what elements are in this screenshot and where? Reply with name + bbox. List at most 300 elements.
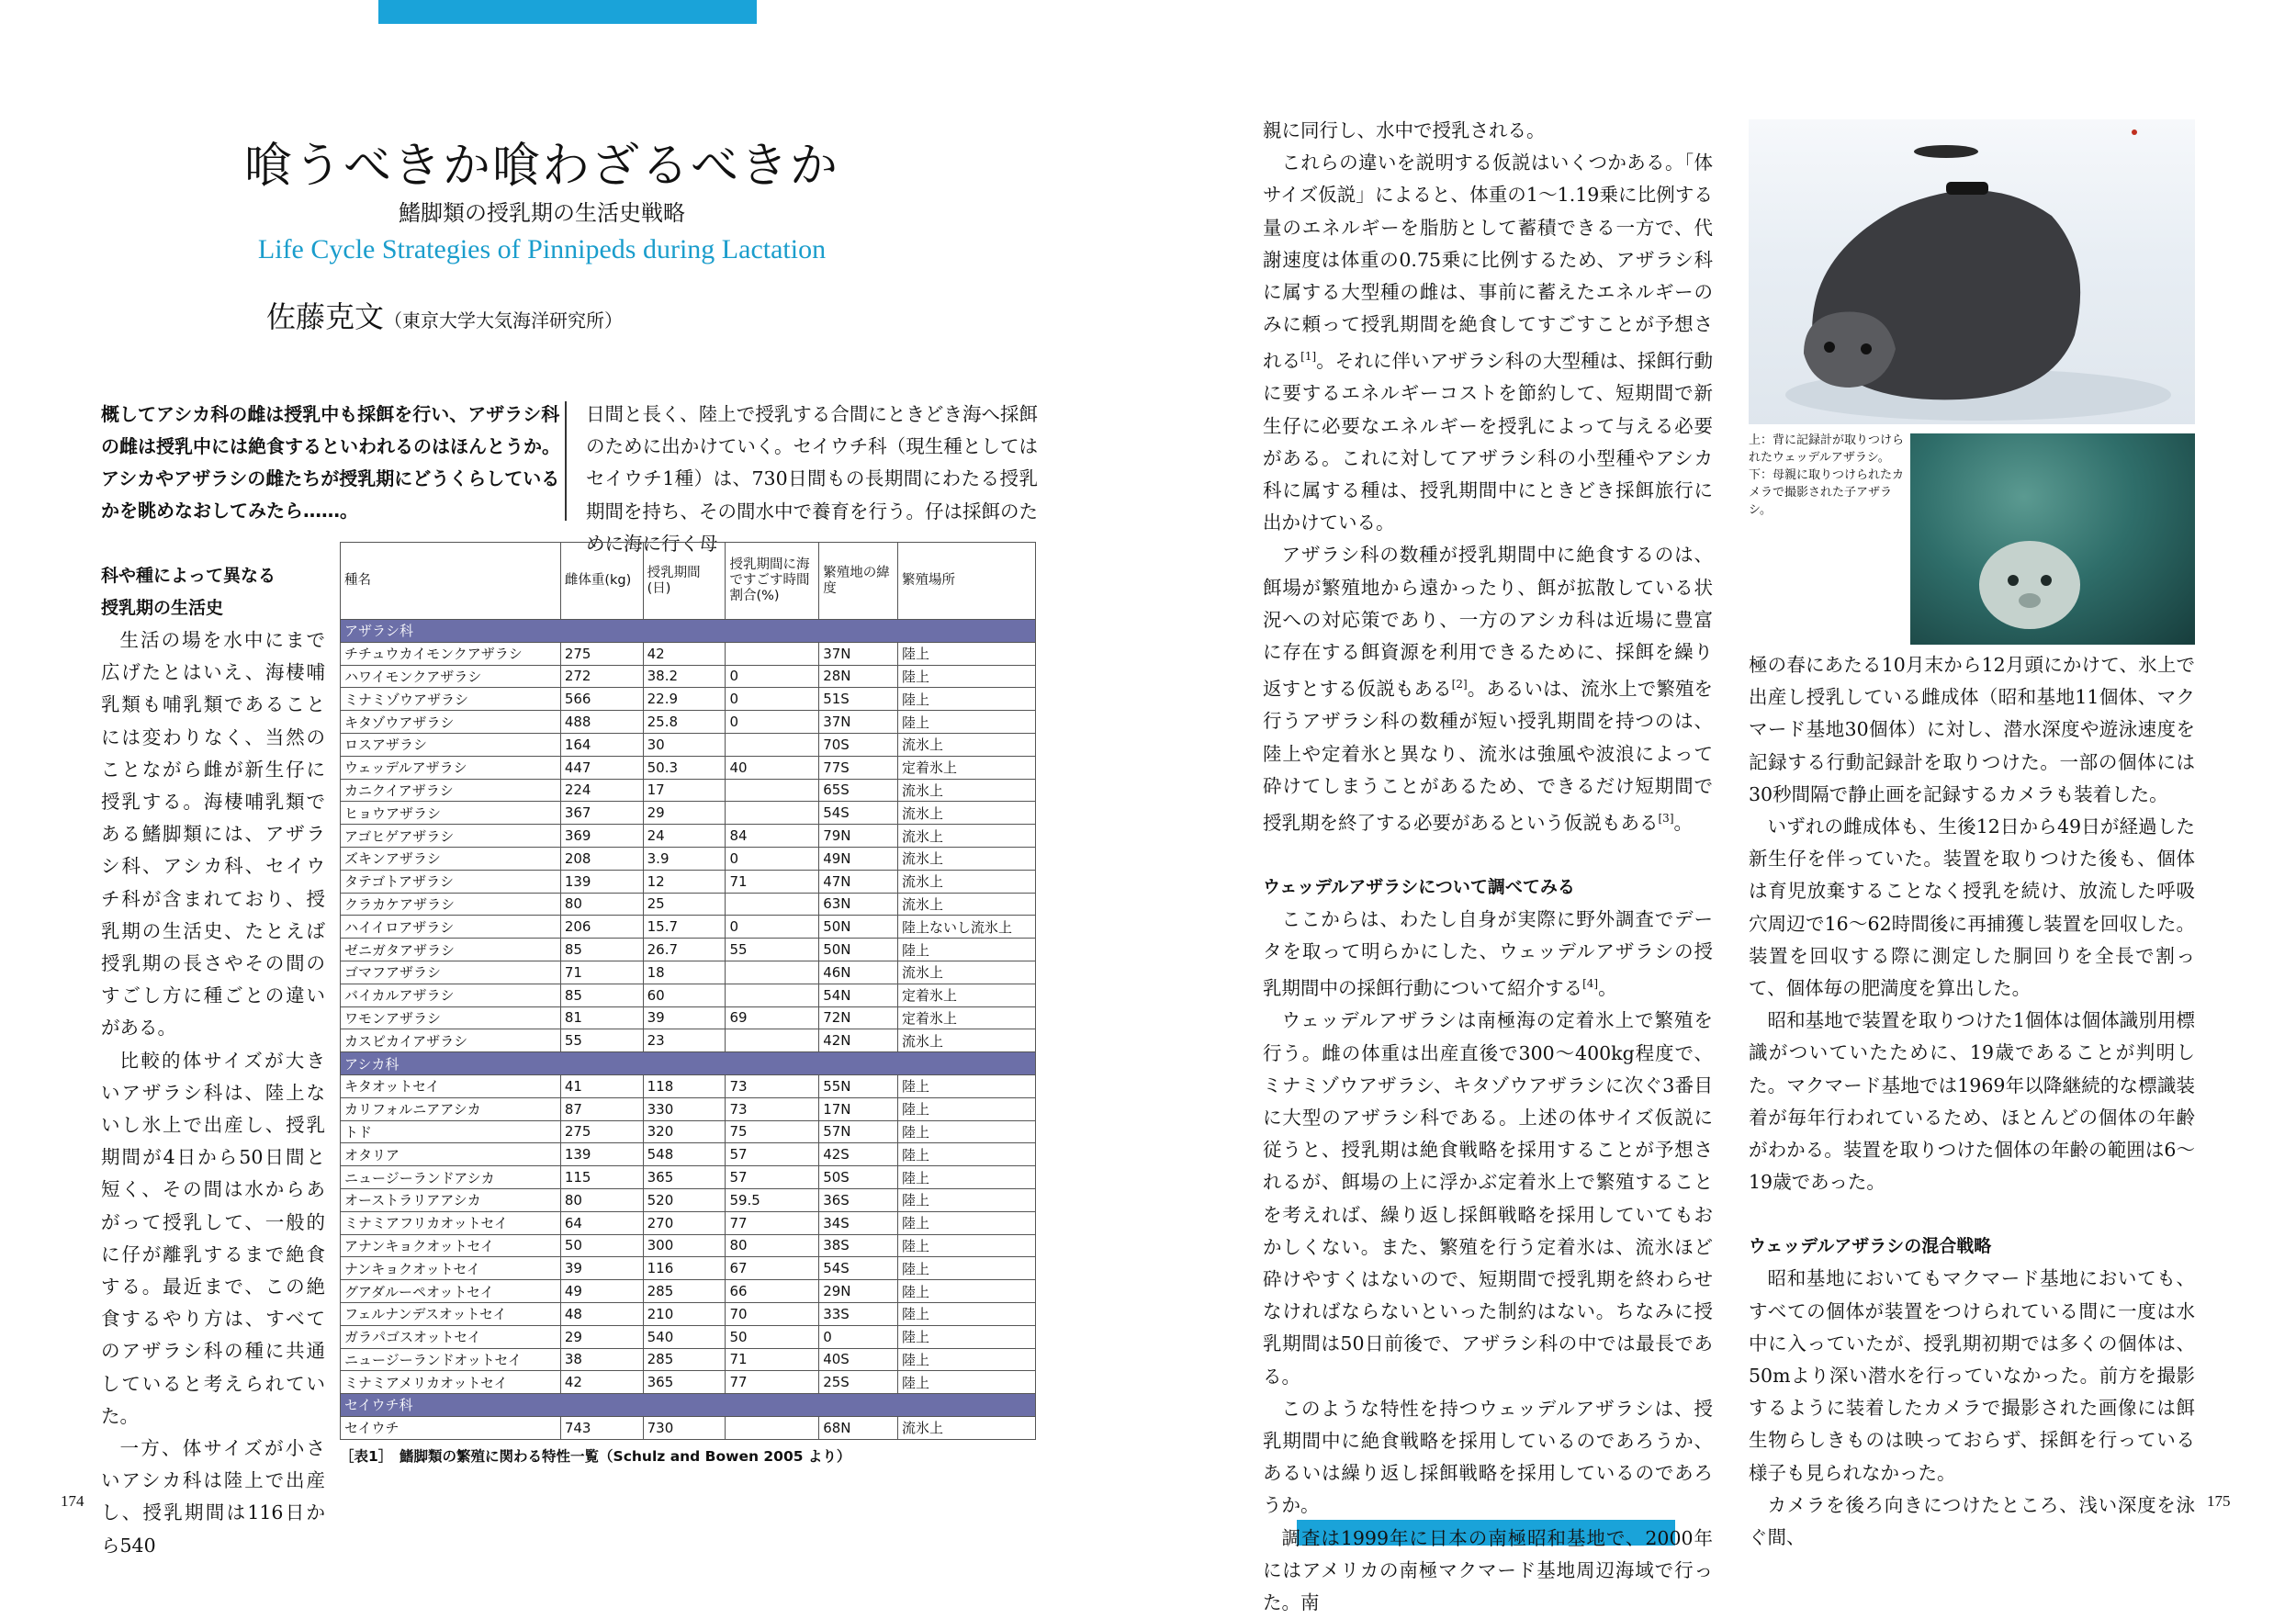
table-cell: 流氷上 <box>898 1029 1036 1052</box>
table-row <box>341 756 1036 779</box>
table-cell: 67 <box>726 1257 819 1280</box>
table-cell: 85 <box>560 939 643 961</box>
table-cell: ミナミアフリカオットセイ <box>341 1211 561 1234</box>
table-cell: 42S <box>819 1143 898 1166</box>
table-cell: 15.7 <box>643 916 726 939</box>
table-cell <box>726 893 819 916</box>
pup-nose <box>2019 593 2041 608</box>
table-cell: 80 <box>560 893 643 916</box>
column-header: 授乳期間に海ですごす時間割合(%) <box>726 543 819 620</box>
table-row <box>341 961 1036 984</box>
table-cell: 29N <box>819 1280 898 1303</box>
table-cell: 17N <box>819 1097 898 1120</box>
table-cell: 29 <box>643 802 726 825</box>
section-heading-mixed: ウェッデルアザラシの混合戦略 <box>1749 1236 1992 1257</box>
table-cell: 447 <box>560 756 643 779</box>
table-cell: 陸上 <box>898 1143 1036 1166</box>
table-cell: 367 <box>560 802 643 825</box>
table-cell: 365 <box>643 1371 726 1394</box>
table-row <box>341 1302 1036 1325</box>
table-cell: 71 <box>726 870 819 893</box>
table-cell: 55 <box>726 939 819 961</box>
table-cell: 0 <box>726 847 819 870</box>
table-cell: 743 <box>560 1416 643 1439</box>
column-3 <box>1263 115 1713 1619</box>
table-cell: 42 <box>560 1371 643 1394</box>
table-cell: 陸上ないし流氷上 <box>898 916 1036 939</box>
table-cell: 陸上 <box>898 1234 1036 1257</box>
table-cell: 70 <box>726 1302 819 1325</box>
table-cell: 55N <box>819 1074 898 1097</box>
table-row <box>341 1234 1036 1257</box>
table-cell: 18 <box>643 961 726 984</box>
table-cell: ズキンアザラシ <box>341 847 561 870</box>
table-cell: ガラパゴスオットセイ <box>341 1325 561 1348</box>
table-cell: 定着氷上 <box>898 1006 1036 1029</box>
table-row <box>341 1097 1036 1120</box>
table-cell: 320 <box>643 1120 726 1143</box>
table-row <box>341 711 1036 734</box>
table-cell: 陸上 <box>898 1097 1036 1120</box>
table-cell: 59.5 <box>726 1188 819 1211</box>
table-cell: 33S <box>819 1302 898 1325</box>
table-group-row <box>341 1052 1036 1075</box>
english-title: Life Cycle Strategies of Pinnipeds during Lactation <box>257 234 827 264</box>
group-label: アザラシ科 <box>341 620 1036 643</box>
table-cell: ミナミゾウアザラシ <box>341 688 561 711</box>
table-cell: 陸上 <box>898 1325 1036 1348</box>
table-cell: 37N <box>819 711 898 734</box>
table-cell: 陸上 <box>898 642 1036 665</box>
table-cell: 48 <box>560 1302 643 1325</box>
table-cell: 80 <box>560 1188 643 1211</box>
text-run: これらの違いを説明する仮説はいくつかある。「体サイズ仮説」によると、体重の1～1.19乗に比例する量のエネルギーを脂肪として蓄積できる一方で、代謝速度は体重の0.75乗に比例するため、アザラシ科に属する大型種の雌は、事前に蓄えたエネルギーのみに頼って授乳期間を絶食してすごすことが予想される <box>1263 152 1713 373</box>
table-cell: ミナミアメリカオットセイ <box>341 1371 561 1394</box>
pup-head <box>1979 541 2080 629</box>
table-cell: 139 <box>560 1143 643 1166</box>
table-cell: 12 <box>643 870 726 893</box>
table-cell: 116 <box>643 1257 726 1280</box>
table-cell: 34S <box>819 1211 898 1234</box>
table-cell: 40 <box>726 756 819 779</box>
table-cell: フェルナンデスオットセイ <box>341 1302 561 1325</box>
table-cell: 85 <box>560 984 643 1006</box>
table-row <box>341 1211 1036 1234</box>
table-cell: 730 <box>643 1416 726 1439</box>
article-subtitle: 鰭脚類の授乳期の生活史戦略 <box>399 200 685 226</box>
seal-on-ice-image <box>1749 119 2195 424</box>
paragraph: 昭和基地においてもマクマード基地においても、すべての個体が装置をつけられている間に一度は水中に入っていたが、授乳期初期では多くの個体は、50mより深い潜水を行っていなかった。前方を撮影するように装着したカメラで撮影された画像には餌生物らしきものは映っておらず、採餌を行っている様子も見られなかった。 <box>1749 1267 2195 1484</box>
table-cell: トド <box>341 1120 561 1143</box>
paragraph: ウェッデルアザラシは南極海の定着氷上で繁殖を行う。雌の体重は出産直後で300～400kg程度で、ミナミゾウアザラシ、キタゾウアザラシに次ぐ3番目に大型のアザラシ科である。上述の体サイズ仮説に従うと、授乳期は絶食戦略を採用することが予想されるが、餌場の上に浮かぶ定着氷上で繁殖することを考えれば、繰り返し採餌戦略を採用していてもおかしくない。また、繁殖を行う定着氷は、流氷ほど砕けやすくはないので、短期間で授乳期を終わらせなければならないといった制約はない。ちなみに授乳期間は50日前後で、アザラシ科の中では最長である。 <box>1263 1009 1713 1388</box>
table-cell: 50 <box>560 1234 643 1257</box>
table-cell: 71 <box>560 961 643 984</box>
column-header: 雌体重(kg) <box>560 543 643 620</box>
table-cell: 49 <box>560 1280 643 1303</box>
table-cell: 365 <box>643 1166 726 1189</box>
table-cell: キタゾウアザラシ <box>341 711 561 734</box>
table-cell: 80 <box>726 1234 819 1257</box>
table-cell: クラカケアザラシ <box>341 893 561 916</box>
table-cell: 流氷上 <box>898 825 1036 848</box>
table-cell: 68N <box>819 1416 898 1439</box>
table-cell: 定着氷上 <box>898 756 1036 779</box>
table-cell: 77 <box>726 1211 819 1234</box>
table-row <box>341 1029 1036 1052</box>
table-cell: 陸上 <box>898 1302 1036 1325</box>
table-cell <box>726 802 819 825</box>
table-cell: 25 <box>643 893 726 916</box>
table-cell: 51S <box>819 688 898 711</box>
table-row <box>341 779 1036 802</box>
table-cell: 164 <box>560 733 643 756</box>
table-cell <box>726 1416 819 1439</box>
pup-eye <box>2008 575 2019 586</box>
table-row <box>341 847 1036 870</box>
table-cell: 0 <box>726 665 819 688</box>
table-cell: 陸上 <box>898 939 1036 961</box>
text-run: 。 <box>1598 977 1617 1000</box>
table-cell: 70S <box>819 733 898 756</box>
paragraph <box>1263 147 1713 539</box>
table-cell: 0 <box>726 916 819 939</box>
table-cell: 73 <box>726 1074 819 1097</box>
table-group-row <box>341 620 1036 643</box>
table-cell: カリフォルニアアシカ <box>341 1097 561 1120</box>
table-row <box>341 825 1036 848</box>
table-row <box>341 916 1036 939</box>
photo-seal-with-logger <box>1749 119 2195 424</box>
table-cell: 47N <box>819 870 898 893</box>
table-cell <box>726 733 819 756</box>
table-row <box>341 984 1036 1006</box>
paragraph: 調査は1999年に日本の南極昭和基地で、2000年にはアメリカの南極マクマード基地周辺海域で行った。南 <box>1263 1526 1713 1614</box>
paragraph <box>1263 539 1713 838</box>
table-cell: 66 <box>726 1280 819 1303</box>
table-row <box>341 642 1036 665</box>
table-row <box>341 893 1036 916</box>
lead-divider <box>565 401 567 521</box>
table-cell: ロスアザラシ <box>341 733 561 756</box>
section-heading-1a: 科や種によって異なる <box>101 566 276 586</box>
table-cell: 55 <box>560 1029 643 1052</box>
table-cell: ゼニガタアザラシ <box>341 939 561 961</box>
table-cell: 210 <box>643 1302 726 1325</box>
table-cell: 25S <box>819 1371 898 1394</box>
table-cell: 285 <box>643 1348 726 1371</box>
pinniped-table <box>340 542 1036 1440</box>
data-table-wrapper <box>340 542 1036 1466</box>
table-cell: 46N <box>819 961 898 984</box>
table-cell: 72N <box>819 1006 898 1029</box>
table-row <box>341 939 1036 961</box>
pup-eye <box>2041 575 2052 586</box>
author-name: 佐藤克文 <box>266 299 385 334</box>
table-cell: ゴマフアザラシ <box>341 961 561 984</box>
author-affiliation: （東京大学大気海洋研究所） <box>384 309 624 332</box>
table-cell: 陸上 <box>898 1211 1036 1234</box>
table-cell: 陸上 <box>898 1074 1036 1097</box>
table-cell: 陸上 <box>898 1348 1036 1371</box>
table-cell: 65S <box>819 779 898 802</box>
table-cell: 0 <box>726 688 819 711</box>
table-row <box>341 1325 1036 1348</box>
table-cell: 50S <box>819 1166 898 1189</box>
table-cell: 330 <box>643 1097 726 1120</box>
table-cell: 流氷上 <box>898 802 1036 825</box>
paragraph: 親に同行し、水中で授乳される。 <box>1263 119 1546 141</box>
table-cell: カニクイアザラシ <box>341 779 561 802</box>
table-cell: 115 <box>560 1166 643 1189</box>
table-row <box>341 1371 1036 1394</box>
table-row <box>341 1348 1036 1371</box>
table-cell: 流氷上 <box>898 847 1036 870</box>
table-cell: 57 <box>726 1143 819 1166</box>
table-cell: 24 <box>643 825 726 848</box>
text-run: ここからは、わたし自身が実際に野外調査でデータを取って明らかにした、ウェッデルアザラシの授乳期間中の採餌行動について紹介する <box>1263 907 1713 1000</box>
column-header: 繁殖地の緯度 <box>819 543 898 620</box>
table-cell: 57 <box>726 1166 819 1189</box>
table-cell: 30 <box>643 733 726 756</box>
column-header: 種名 <box>341 543 561 620</box>
paragraph: 昭和基地で装置を取りつけた1個体は個体識別用標識がついていたために、19歳であることが判明した。マクマード基地では1969年以降継続的な標識装着が毎年行われているため、ほとんどの個体の年齢がわかる。装置を取りつけた個体の年齢の範囲は6～19歳であった。 <box>1749 1009 2195 1194</box>
table-cell: 206 <box>560 916 643 939</box>
group-label: セイウチ科 <box>341 1394 1036 1417</box>
table-cell: 224 <box>560 779 643 802</box>
table-cell: 陸上 <box>898 1257 1036 1280</box>
section-heading-weddell: ウェッデルアザラシについて調べてみる <box>1263 876 1575 897</box>
table-cell: 陸上 <box>898 1188 1036 1211</box>
column-4 <box>1749 649 2195 1554</box>
table-cell: 50N <box>819 939 898 961</box>
table-cell: 3.9 <box>643 847 726 870</box>
column-2 <box>586 399 1038 560</box>
table-cell: 520 <box>643 1188 726 1211</box>
table-cell <box>726 961 819 984</box>
table-cell: 87 <box>560 1097 643 1120</box>
paragraph: 一方、体サイズが小さいアシカ科は陸上で出産し、授乳期間は116日から540 <box>101 1437 325 1557</box>
article-title: 喰うべきか喰わざるべきか <box>243 139 839 194</box>
table-cell: ハイイロアザラシ <box>341 916 561 939</box>
photo-underwater-pup <box>1910 433 2195 645</box>
table-cell: 37N <box>819 642 898 665</box>
table-header-row <box>341 543 1036 620</box>
table-cell: 陸上 <box>898 1166 1036 1189</box>
table-cell: 0 <box>726 711 819 734</box>
table-cell <box>726 1029 819 1052</box>
table-cell: 300 <box>643 1234 726 1257</box>
table-row <box>341 1257 1036 1280</box>
table-cell: 陸上 <box>898 1371 1036 1394</box>
table-group-row <box>341 1394 1036 1417</box>
table-row <box>341 665 1036 688</box>
text-run: 。あるいは、流氷上で繁殖を行うアザラシ科の数種が短い授乳期間を持つのは、陸上や定着氷と異なり、流氷は強風や波浪によって砕けてしまうことがあるため、できるだけ短期間で授乳期を終了する必要があるという仮説もある <box>1263 678 1714 834</box>
citation[interactable]: [1] <box>1300 350 1317 364</box>
table-cell: アゴヒゲアザラシ <box>341 825 561 848</box>
table-cell: チチュウカイモンクアザラシ <box>341 642 561 665</box>
table-row <box>341 1280 1036 1303</box>
table-cell: 50 <box>726 1325 819 1348</box>
table-cell: 369 <box>560 825 643 848</box>
table-cell: 42 <box>643 642 726 665</box>
table-cell: 陸上 <box>898 665 1036 688</box>
table-cell: 208 <box>560 847 643 870</box>
table-cell: 17 <box>643 779 726 802</box>
distant-marker <box>2132 129 2137 135</box>
top-accent-bar <box>378 0 757 24</box>
paragraph: カメラを後ろ向きにつけたところ、浅い深度を泳ぐ間、 <box>1749 1493 2195 1549</box>
paragraph: このような特性を持つウェッデルアザラシは、授乳期間中に絶食戦略を採用しているのであろうか、あるいは繰り返し採餌戦略を採用しているのであろうか。 <box>1263 1397 1713 1517</box>
column-header: 繁殖場所 <box>898 543 1036 620</box>
table-cell: 540 <box>643 1325 726 1348</box>
table-cell: 488 <box>560 711 643 734</box>
table-cell: 41 <box>560 1074 643 1097</box>
section-heading-1b: 授乳期の生活史 <box>101 598 224 618</box>
table-cell: 39 <box>560 1257 643 1280</box>
table-cell: 42N <box>819 1029 898 1052</box>
table-cell: 36S <box>819 1188 898 1211</box>
table-cell: 流氷上 <box>898 779 1036 802</box>
column-1 <box>101 560 325 1562</box>
table-cell: 流氷上 <box>898 893 1036 916</box>
table-cell: セイウチ <box>341 1416 561 1439</box>
table-cell: 77S <box>819 756 898 779</box>
table-cell: 49N <box>819 847 898 870</box>
table-cell: ワモンアザラシ <box>341 1006 561 1029</box>
column-header: 授乳期間(日) <box>643 543 726 620</box>
table-cell: 0 <box>819 1325 898 1348</box>
table-cell: 275 <box>560 1120 643 1143</box>
table-caption: ［表1］ 鰭脚類の繁殖に関わる特性一覧（Schulz and Bowen 2005 より） <box>340 1447 851 1465</box>
table-cell: 81 <box>560 1006 643 1029</box>
table-cell: 22.9 <box>643 688 726 711</box>
table-cell: 71 <box>726 1348 819 1371</box>
table-cell: 38 <box>560 1348 643 1371</box>
table-row <box>341 1143 1036 1166</box>
group-label: アシカ科 <box>341 1052 1036 1075</box>
table-cell: 23 <box>643 1029 726 1052</box>
table-cell: カスピカイアザラシ <box>341 1029 561 1052</box>
table-cell: 38S <box>819 1234 898 1257</box>
table-cell: 69 <box>726 1006 819 1029</box>
citation[interactable]: [4] <box>1582 977 1599 991</box>
table-cell: 40S <box>819 1348 898 1371</box>
table-cell: 流氷上 <box>898 961 1036 984</box>
pup-underwater-image <box>1910 433 2195 645</box>
lead-paragraph: 概してアシカ科の雌は授乳中も採餌を行い、アザラシ科の雌は授乳中には絶食するといわれるのはほんとうか。アシカやアザラシの雌たちが授乳期にどうくらしているかを眺めなおしてみたら……。 <box>101 403 560 522</box>
seal-eye <box>1824 342 1835 353</box>
table-body <box>341 620 1036 1440</box>
table-cell: 60 <box>643 984 726 1006</box>
table-cell: 陸上 <box>898 1280 1036 1303</box>
table-cell: アナンキョクオットセイ <box>341 1234 561 1257</box>
table-row <box>341 688 1036 711</box>
table-cell: ウェッデルアザラシ <box>341 756 561 779</box>
table-row <box>341 1074 1036 1097</box>
paragraph: 極の春にあたる10月末から12月頭にかけて、氷上で出産し授乳している雌成体（昭和基地11個体、マクマード基地30個体）に対し、潜水深度や遊泳速度を記録する行動記録計を取りつけた。一部の個体には30秒間隔で静止画を記録するカメラも装着した。 <box>1749 654 2195 805</box>
table-cell: ニュージーランドオットセイ <box>341 1348 561 1371</box>
table-cell: 26.7 <box>643 939 726 961</box>
table-cell: 28N <box>819 665 898 688</box>
table-cell <box>726 984 819 1006</box>
table-cell: 25.8 <box>643 711 726 734</box>
table-cell: バイカルアザラシ <box>341 984 561 1006</box>
table-cell: オーストラリアアシカ <box>341 1188 561 1211</box>
table-row <box>341 1120 1036 1143</box>
table-row <box>341 1188 1036 1211</box>
table-cell: 118 <box>643 1074 726 1097</box>
table-cell: 流氷上 <box>898 870 1036 893</box>
table-cell: 流氷上 <box>898 733 1036 756</box>
citation[interactable]: [2] <box>1451 678 1468 691</box>
text-run: 。それに伴いアザラシ科の大型種は、採餌行動に要するエネルギーコストを節約して、短期間で新生仔に必要なエネルギーを授乳によって与える必要がある。これに対してアザラシ科の小型種やアシカ科に属する種は、授乳期間中にときどき採餌旅行に出かけている。 <box>1263 350 1714 534</box>
table-cell: 75 <box>726 1120 819 1143</box>
table-cell: 548 <box>643 1143 726 1166</box>
paragraph: いずれの雌成体も、生後12日から49日が経過した新生仔を伴っていた。装置を取りつけた後も、個体は育児放棄することなく授乳を続け、放流した呼吸穴周辺で16～62時間後に再捕獲し装置を回収した。装置を回収する際に測定した胴回りを全長で割って、個体毎の肥満度を算出した。 <box>1749 815 2195 1000</box>
table-cell: ニュージーランドアシカ <box>341 1166 561 1189</box>
table-cell: ハワイモンクアザラシ <box>341 665 561 688</box>
table-cell: 50N <box>819 916 898 939</box>
paragraph: 日間と長く、陸上で授乳する合間にときどき海へ採餌のために出かけていく。セイウチ科（現生種としてはセイウチ1種）は、730日間もの長期間にわたる授乳期間を持ち、その間水中で養育を行う。仔は採餌のために海に行く母 <box>586 403 1038 555</box>
page-number-left: 174 <box>61 1492 84 1510</box>
table-cell: 79N <box>819 825 898 848</box>
table-cell: 285 <box>643 1280 726 1303</box>
table-cell: 270 <box>643 1211 726 1234</box>
table-row <box>341 1006 1036 1029</box>
seal-eye <box>1861 343 1872 354</box>
table-cell: 29 <box>560 1325 643 1348</box>
author-line <box>266 294 623 336</box>
paragraph: 比較的体サイズが大きいアザラシ科は、陸上ないし氷上で出産し、授乳期間が4日から50日間と短く、その間は水からあがって授乳して、一般的に仔が離乳するまで絶食する。最近まで、この絶食するやり方は、すべてのアザラシ科の種に共通していると考えられていた。 <box>101 1049 325 1427</box>
table-cell <box>726 642 819 665</box>
table-cell: 63N <box>819 893 898 916</box>
table-cell: 57N <box>819 1120 898 1143</box>
table-cell: 272 <box>560 665 643 688</box>
table-cell: 566 <box>560 688 643 711</box>
table-cell: 38.2 <box>643 665 726 688</box>
table-cell: 54S <box>819 802 898 825</box>
text-run: 。 <box>1673 811 1693 834</box>
table-cell: 54N <box>819 984 898 1006</box>
table-cell <box>726 779 819 802</box>
table-cell: 84 <box>726 825 819 848</box>
table-cell: 73 <box>726 1097 819 1120</box>
table-cell: 54S <box>819 1257 898 1280</box>
table-cell: 陸上 <box>898 1120 1036 1143</box>
paragraph <box>1263 904 1713 1005</box>
table-cell: タテゴトアザラシ <box>341 870 561 893</box>
text-run: アザラシ科の数種が授乳期間中に絶食するのは、餌場が繁殖地から遠かったり、餌が拡散している状況への対応策であり、一方のアシカ科は近場に豊富に存在する餌資源を利用できるために、採餌を繰り返すとする仮説もある <box>1263 544 1713 701</box>
citation[interactable]: [3] <box>1658 811 1674 825</box>
table-cell: キタオットセイ <box>341 1074 561 1097</box>
table-cell: ヒョウアザラシ <box>341 802 561 825</box>
table-row <box>341 733 1036 756</box>
data-logger <box>1946 182 1988 195</box>
page-number-right: 175 <box>2207 1492 2231 1510</box>
table-cell: 流氷上 <box>898 1416 1036 1439</box>
table-cell: 陸上 <box>898 711 1036 734</box>
table-row <box>341 1166 1036 1189</box>
table-cell: 39 <box>643 1006 726 1029</box>
table-cell: グアダルーペオットセイ <box>341 1280 561 1303</box>
table-cell: 275 <box>560 642 643 665</box>
table-cell: オタリア <box>341 1143 561 1166</box>
table-cell: ナンキョクオットセイ <box>341 1257 561 1280</box>
photo-caption: 上：背に記録計が取りつけられたウェッデルアザラシ。下：母親に取りつけられたカメラで撮影された子アザラシ。 <box>1749 433 1905 517</box>
paragraph: 生活の場を水中にまで広げたとはいえ、海棲哺乳類も哺乳類であることには変わりなく、当然のことながら雌が新生仔に授乳する。海棲哺乳類である鰭脚類には、アザラシ科、アシカ科、セイウチ科が含まれており、授乳期の生活史、たとえば授乳期の長さやその間のすごし方に種ごとの違いがある。 <box>101 629 325 1040</box>
table-row <box>341 1416 1036 1439</box>
distant-seal <box>1914 145 1978 158</box>
